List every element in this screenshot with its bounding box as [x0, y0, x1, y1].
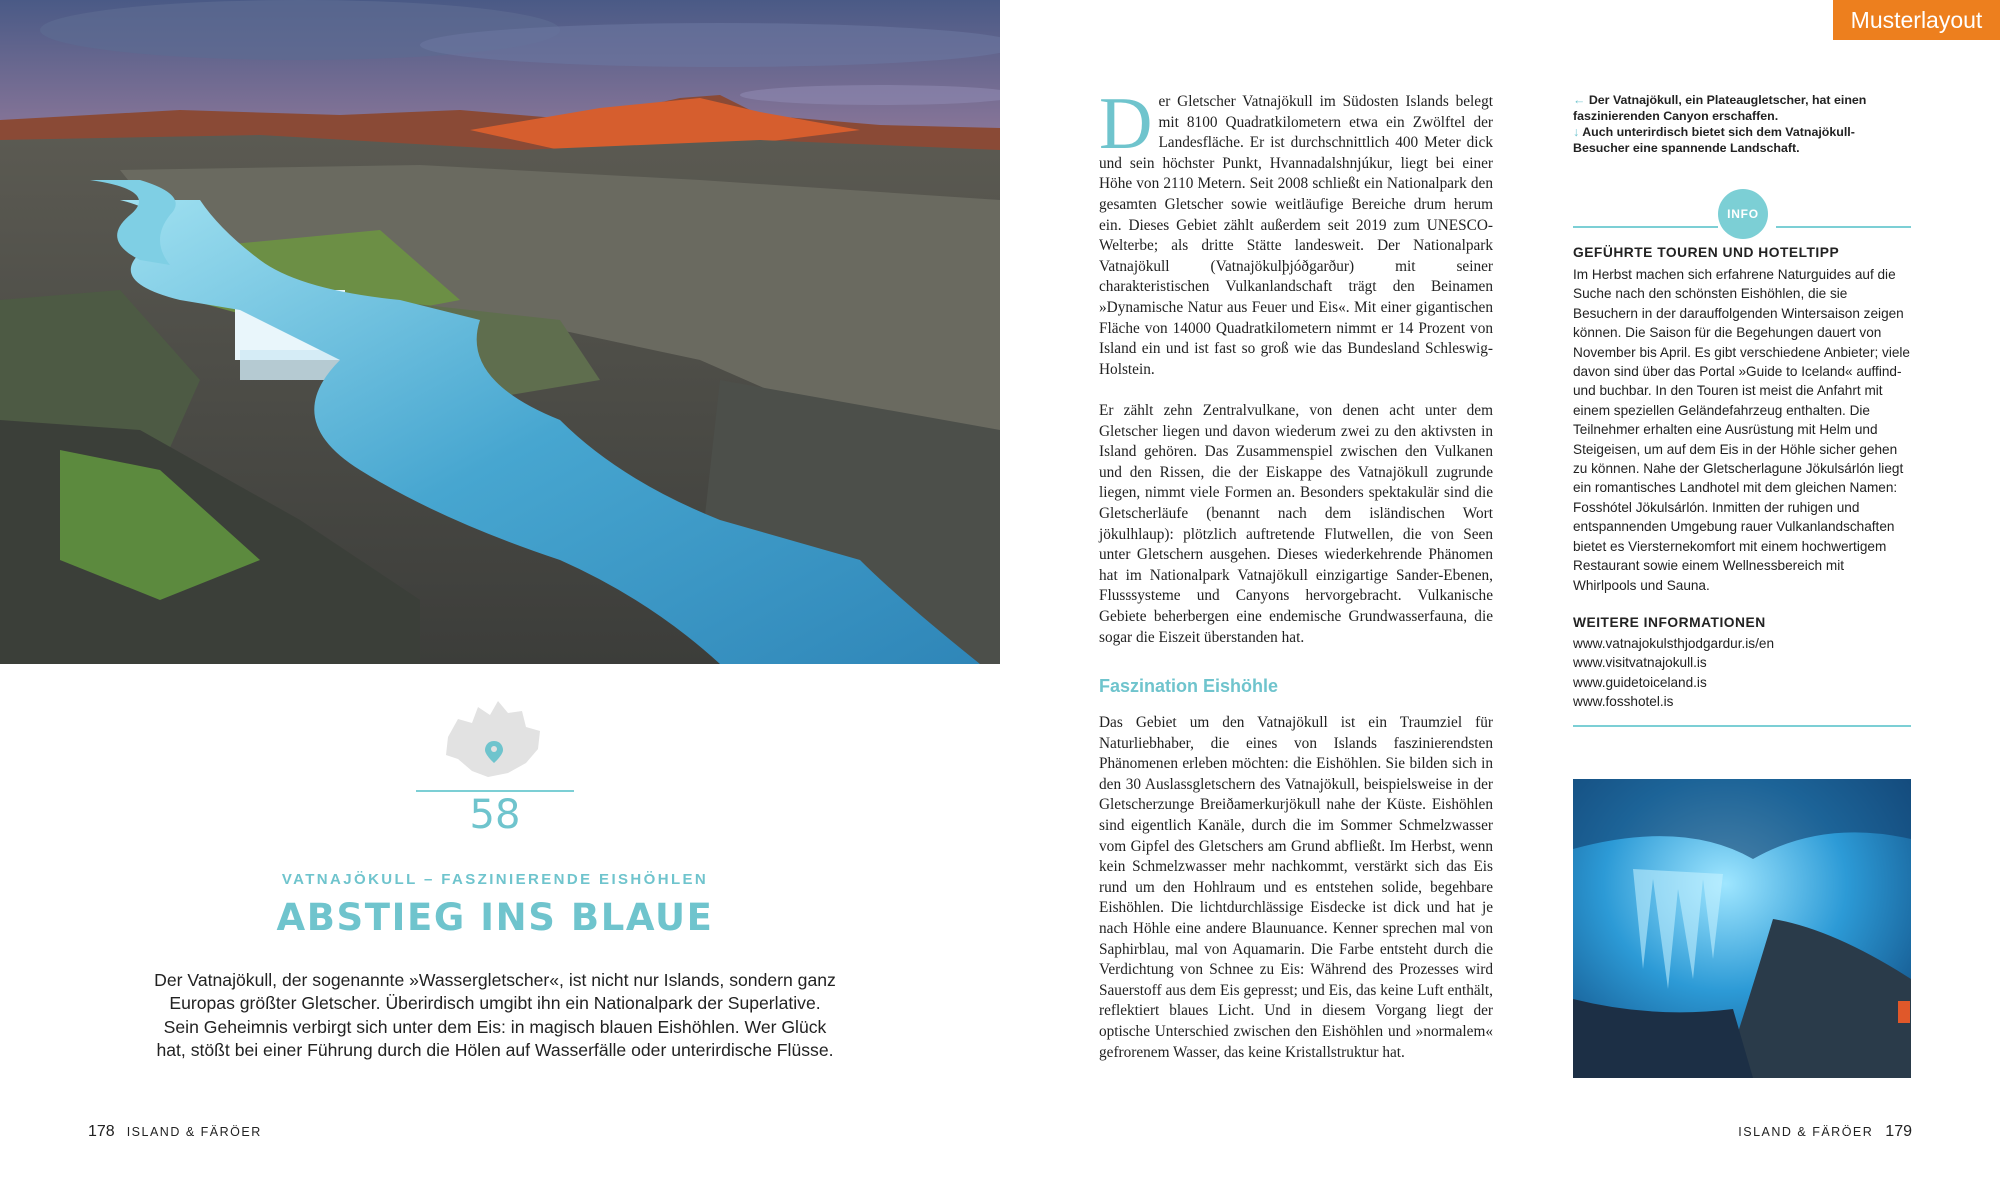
book-title: ISLAND & FÄRÖER [126, 1125, 262, 1139]
sample-layout-badge: Musterlayout [1833, 0, 2000, 40]
photo-captions [1573, 92, 1873, 156]
drop-cap: D [1099, 83, 1153, 165]
caption-bottom: ↓ Auch unterirdisch bietet sich dem Vatnajökull-Besucher eine spannende Landschaft. [1573, 125, 1855, 155]
info-badge: INFO [1718, 189, 1768, 239]
body-paragraph-2: Er zählt zehn Zentralvulkane, von denen acht unter dem Gletscher liegen und davon wiederum zwei zu den aktivsten in Island gehören. Das Zusammenspiel zwischen den Vulkanen und den Rissen, die der Eiskappe des Vatnajökull zugrunde liegen, nimmt viele Formen an. Besonders spektakulär sind die Gletscherläufe (benannt nach dem isländischen Wort jökulhlaup): plötzlich auftretende Flutwellen, die von Seen unter Gletschern ausgehen. Dieses wiederkehrende Phänomen hat im Nationalpark Vatnajökull einzigartige Sander-Ebenen, Flusssysteme und Canyons hervorgebracht. Vulkanische Gebiete beherbergen eine endemische Grundwasserfauna, die sogar die Eiszeit überstanden hat. [1099, 402, 1493, 646]
canyon-waterfall-photo [0, 0, 1000, 664]
lead-paragraph: Der Vatnajökull, der sogenannte »Wassergletscher«, ist nicht nur Islands, sondern ganz Europas größter Gletscher. Überirdisch umgibt ihn ein Nationalpark der Superlative. Sein Geheimnis verbirgt sich unter dem Eis: in magisch blauen Eishöhlen. Wer Glück hat, stößt bei einer Führung durch die Hölen auf Wasserfälle oder unterirdische Flüsse. [154, 970, 836, 1060]
link-guidetoiceland[interactable]: www.guidetoiceland.is [1573, 674, 1707, 690]
ice-cave-photo [1573, 779, 1911, 1078]
subheading: Faszination Eishöhle [1099, 676, 1279, 696]
book-title-right: ISLAND & FÄRÖER [1738, 1125, 1874, 1139]
down-arrow-icon: ↓ [1573, 125, 1580, 139]
footer-left [88, 1123, 262, 1141]
caption-top: ← Der Vatnajökull, ein Plateaugletscher, hat einen faszinierenden Canyon erschaffen. [1573, 93, 1867, 123]
link-fosshotel[interactable]: www.fosshotel.is [1573, 694, 1674, 710]
headline: ABSTIEG INS BLAUE [276, 896, 714, 939]
body-text-1: er Gletscher Vatnajökull im Südosten Islands belegt mit 8100 Quadratkilometern etwa ein Zwölftel der Landesfläche. Er ist durchschnittlich 400 Meter dick und sein höchster Punkt, Hvannadalshnjúkur, liegt bei einer Höhe von 2110 Metern. Seit 2008 schließt ein Nationalpark den gesamten Gletscher sowie weitläufige Bereiche drum herum ein. Dieses Gebiet zählt außerdem seit 2019 zum UNESCO-Welterbe; als dritte Stätte landesweit. Der Nationalpark Vatnajökull (Vatnajökulþjóðgarður) mit seiner charakteristischen Vulkanlandschaft trägt den Beinamen »Dynamische Natur aus Feuer und Eis«. Mit einer gigantischen Fläche von 14000 Quadratkilometern nimmt er 14 Prozent von Island ein und ist fast so groß wie das Bundesland Schleswig-Holstein. [1099, 93, 1493, 378]
info-text: Im Herbst machen sich erfahrene Naturguides auf die Suche nach den schönsten Eishöhlen, die sie Besuchern in der darauffolgenden Wintersaison zeigen können. Die Saison für die Begehungen dauert von November bis April. Es gibt verschiedene Anbieter; viele davon sind über das Portal »Guide to Iceland« auffind- und buchbar. In den Touren ist meist die Anfahrt mit einem speziellen Geländefahrzeug enthalten. Die Teilnehmer erhalten eine Ausrüstung mit Helm und Steigeisen, um auf dem Eis in der Höhle sicher gehen zu können. Nahe der Gletscherlagune Jökulsárlón liegt ein romantisches Landhotel mit dem gleichen Namen: Fosshótel Jökulsárlón. Inmitten der ruhigen und entspannenden Umgebung rauer Vulkanlandschaften bietet es Viersternekomfort mit einem hochwertigem Restaurant sowie einem Wellnessbereich mit Whirlpools und Sauna. [1573, 267, 1910, 593]
more-info-heading: WEITERE INFORMATIONEN [1573, 615, 1766, 630]
chapter-number: 58 [469, 792, 521, 838]
kicker: VATNAJÖKULL – FASZINIERENDE EISHÖHLEN [281, 871, 709, 888]
iceland-map-icon [438, 697, 548, 783]
left-arrow-icon: ← [1573, 93, 1586, 107]
info-divider-bottom [1573, 725, 1911, 727]
page-number-right: 179 [1885, 1123, 1912, 1140]
page-number: 178 [88, 1123, 115, 1140]
info-heading: GEFÜHRTE TOUREN UND HOTELTIPP [1573, 245, 1840, 260]
info-divider-left [1573, 226, 1718, 228]
link-visitvatnajokull[interactable]: www.visitvatnajokull.is [1573, 655, 1707, 671]
body-paragraph-1 [1099, 83, 1493, 380]
info-divider-right [1776, 226, 1911, 228]
link-vatnajokulsthjodgardur[interactable]: www.vatnajokulsthjodgardur.is/en [1573, 636, 1774, 651]
info-links [1573, 634, 1774, 712]
body-paragraph-3: Das Gebiet um den Vatnajökull ist ein Traumziel für Naturliebhaber, die eines von Islands faszinierendsten Phänomenen erleben möchten: die Eishöhlen. Sie bilden sich in den 30 Auslassgletschern des Vatnajökull, beispielsweise in der Gletscherzunge Breiðamerkurjökull nahe der Küste. Eishöhlen sind eigentlich Kanäle, durch die im Sommer Schmelzwasser vom Gipfel des Gletschers am Grund abfließt. Im Herbst, wenn kein Schmelzwasser mehr nachkommt, verstärkt sich das Eis rund um den Hohlraum und es entstehen solide, begehbare Eishöhlen. Die lichtdurchlässige Eisdecke ist dick und hat je nach Höhle eine andere Blaunuance. Kenner sprechen mal von Saphirblau, mal von Aquamarin. Die Farbe entsteht durch die Verdichtung von Schnee zu Eis: Während des Prozesses wird Sauerstoff aus dem Eis gepresst; und Eis, das keine Luft enthält, reflektiert blaues Licht. Und in diesem Vorgang liegt der optische Unterschied zwischen den Eishöhlen und »normalem« gefrorenem Wasser, das keine Kristallstruktur hat. [1099, 714, 1493, 1061]
footer-right [1738, 1123, 1912, 1141]
